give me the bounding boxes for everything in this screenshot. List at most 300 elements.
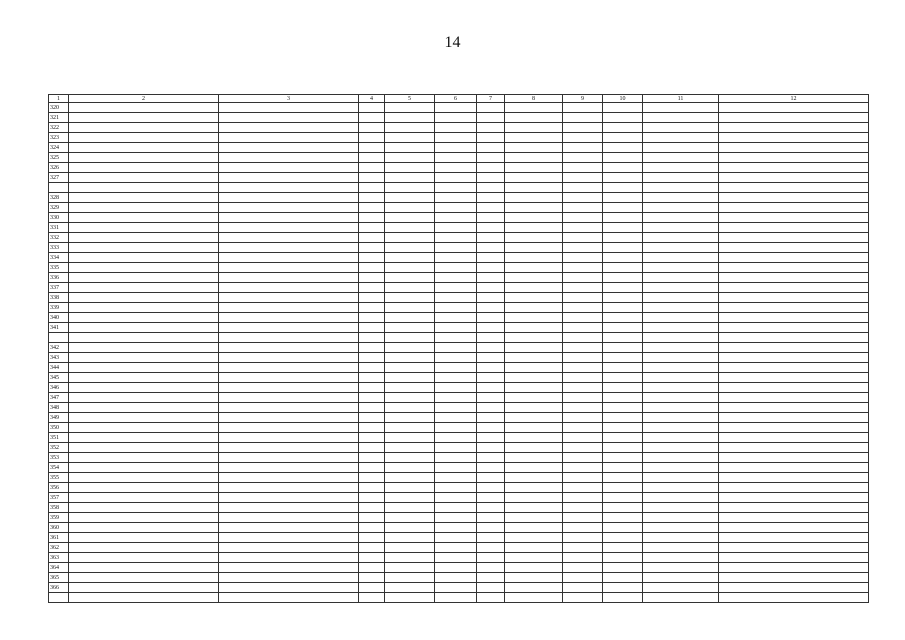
table-cell bbox=[477, 103, 505, 113]
table-cell bbox=[435, 523, 477, 533]
table-cell bbox=[385, 523, 435, 533]
table-cell bbox=[719, 383, 869, 393]
table-row bbox=[49, 463, 869, 473]
table-cell bbox=[477, 453, 505, 463]
row-number-cell: 347 bbox=[49, 393, 69, 403]
table-cell bbox=[219, 253, 359, 263]
table-cell bbox=[69, 423, 219, 433]
table-cell bbox=[643, 533, 719, 543]
table-cell bbox=[385, 233, 435, 243]
table-cell bbox=[359, 573, 385, 583]
table-cell bbox=[219, 523, 359, 533]
table-cell bbox=[719, 303, 869, 313]
table-cell bbox=[643, 493, 719, 503]
row-number-cell: 325 bbox=[49, 153, 69, 163]
table-cell bbox=[563, 153, 603, 163]
table-cell bbox=[69, 113, 219, 123]
table-cell bbox=[219, 223, 359, 233]
row-number-cell: 351 bbox=[49, 433, 69, 443]
table-cell bbox=[385, 203, 435, 213]
table-row bbox=[49, 173, 869, 183]
table-cell bbox=[563, 263, 603, 273]
table-row bbox=[49, 483, 869, 493]
row-number-cell: 354 bbox=[49, 463, 69, 473]
table-cell bbox=[435, 363, 477, 373]
table-cell bbox=[563, 413, 603, 423]
table-row bbox=[49, 313, 869, 323]
table-cell bbox=[603, 563, 643, 573]
table-cell bbox=[385, 163, 435, 173]
row-number-cell: 346 bbox=[49, 383, 69, 393]
table-cell bbox=[359, 453, 385, 463]
row-number-cell: 349 bbox=[49, 413, 69, 423]
table-cell bbox=[719, 273, 869, 283]
table-cell bbox=[643, 113, 719, 123]
table-cell bbox=[477, 443, 505, 453]
table-cell bbox=[69, 223, 219, 233]
table-cell bbox=[603, 243, 643, 253]
table-cell bbox=[643, 353, 719, 363]
table-cell bbox=[563, 323, 603, 333]
table-cell bbox=[505, 103, 563, 113]
table-cell bbox=[477, 463, 505, 473]
table-cell bbox=[563, 183, 603, 193]
table-cell bbox=[505, 223, 563, 233]
row-number-cell: 330 bbox=[49, 213, 69, 223]
table-cell bbox=[477, 473, 505, 483]
table-cell bbox=[435, 163, 477, 173]
table-cell bbox=[385, 593, 435, 603]
table-cell bbox=[359, 233, 385, 243]
table-cell bbox=[563, 303, 603, 313]
table-cell bbox=[603, 553, 643, 563]
table-cell bbox=[477, 593, 505, 603]
row-number-cell: 360 bbox=[49, 523, 69, 533]
table-cell bbox=[643, 183, 719, 193]
table-cell bbox=[359, 203, 385, 213]
table-cell bbox=[505, 403, 563, 413]
table-cell bbox=[359, 513, 385, 523]
table-cell bbox=[435, 543, 477, 553]
table-cell bbox=[477, 343, 505, 353]
table-cell bbox=[603, 173, 643, 183]
table-cell bbox=[219, 143, 359, 153]
table-cell bbox=[435, 123, 477, 133]
table-cell bbox=[69, 343, 219, 353]
row-number-cell: 359 bbox=[49, 513, 69, 523]
table-row bbox=[49, 273, 869, 283]
table-cell bbox=[505, 203, 563, 213]
table-cell bbox=[359, 213, 385, 223]
table-cell bbox=[69, 473, 219, 483]
table-cell bbox=[385, 173, 435, 183]
table-cell bbox=[219, 183, 359, 193]
table-cell bbox=[563, 433, 603, 443]
table-row bbox=[49, 443, 869, 453]
table-cell bbox=[505, 153, 563, 163]
table-cell bbox=[505, 363, 563, 373]
table-cell bbox=[69, 243, 219, 253]
table-cell bbox=[563, 213, 603, 223]
table-cell bbox=[643, 513, 719, 523]
table-cell bbox=[643, 373, 719, 383]
table-cell bbox=[505, 173, 563, 183]
table-cell bbox=[435, 393, 477, 403]
table-cell bbox=[719, 213, 869, 223]
table-cell bbox=[505, 433, 563, 443]
table-cell bbox=[359, 473, 385, 483]
table-cell bbox=[219, 593, 359, 603]
table-cell bbox=[385, 433, 435, 443]
table-cell bbox=[643, 213, 719, 223]
table-cell bbox=[603, 453, 643, 463]
table-cell bbox=[719, 203, 869, 213]
table-cell bbox=[435, 303, 477, 313]
table-cell bbox=[505, 323, 563, 333]
table-cell bbox=[359, 493, 385, 503]
table-cell bbox=[603, 403, 643, 413]
table-cell bbox=[69, 483, 219, 493]
table-cell bbox=[435, 503, 477, 513]
table-row bbox=[49, 553, 869, 563]
table-cell bbox=[477, 423, 505, 433]
table-cell bbox=[385, 553, 435, 563]
table-cell bbox=[563, 193, 603, 203]
table-cell bbox=[563, 253, 603, 263]
table-cell bbox=[719, 503, 869, 513]
table-cell bbox=[435, 553, 477, 563]
table-cell bbox=[359, 523, 385, 533]
table-cell bbox=[505, 283, 563, 293]
row-number-cell: 366 bbox=[49, 583, 69, 593]
table-cell bbox=[477, 503, 505, 513]
table-cell bbox=[563, 573, 603, 583]
table-cell bbox=[719, 343, 869, 353]
table-cell bbox=[563, 143, 603, 153]
table-cell bbox=[435, 563, 477, 573]
table-cell bbox=[219, 443, 359, 453]
table-cell bbox=[603, 183, 643, 193]
table-cell bbox=[385, 293, 435, 303]
row-number-cell: 344 bbox=[49, 363, 69, 373]
row-number-cell bbox=[49, 593, 69, 603]
table-cell bbox=[603, 513, 643, 523]
table-cell bbox=[477, 523, 505, 533]
table-cell bbox=[69, 143, 219, 153]
table-cell bbox=[643, 103, 719, 113]
table-cell bbox=[435, 263, 477, 273]
table-cell bbox=[69, 133, 219, 143]
table-cell bbox=[643, 343, 719, 353]
table-cell bbox=[359, 313, 385, 323]
table-cell bbox=[563, 493, 603, 503]
table-cell bbox=[219, 473, 359, 483]
table-cell bbox=[603, 473, 643, 483]
table-cell bbox=[359, 153, 385, 163]
table-cell bbox=[643, 333, 719, 343]
table-row bbox=[49, 153, 869, 163]
table-cell bbox=[563, 463, 603, 473]
table-cell bbox=[603, 543, 643, 553]
table-cell bbox=[69, 303, 219, 313]
table-cell bbox=[435, 533, 477, 543]
table-cell bbox=[385, 193, 435, 203]
table-cell bbox=[435, 493, 477, 503]
table-cell bbox=[359, 433, 385, 443]
table-cell bbox=[643, 143, 719, 153]
table-cell bbox=[563, 343, 603, 353]
table-cell bbox=[359, 123, 385, 133]
table-cell bbox=[643, 163, 719, 173]
table-cell bbox=[385, 363, 435, 373]
table-cell bbox=[477, 143, 505, 153]
table-cell bbox=[505, 233, 563, 243]
table-cell bbox=[719, 143, 869, 153]
table-cell bbox=[719, 403, 869, 413]
table-cell bbox=[69, 203, 219, 213]
table-cell bbox=[603, 203, 643, 213]
table-cell bbox=[603, 533, 643, 543]
table-cell bbox=[385, 223, 435, 233]
table-cell bbox=[603, 483, 643, 493]
table-row bbox=[49, 583, 869, 593]
table-row bbox=[49, 403, 869, 413]
table-row bbox=[49, 423, 869, 433]
table-cell bbox=[385, 143, 435, 153]
table-cell bbox=[435, 463, 477, 473]
table-cell bbox=[643, 433, 719, 443]
column-index-11: 11 bbox=[643, 95, 719, 103]
column-index-10: 10 bbox=[603, 95, 643, 103]
row-number-cell: 324 bbox=[49, 143, 69, 153]
table-cell bbox=[603, 293, 643, 303]
table-cell bbox=[603, 153, 643, 163]
table-cell bbox=[505, 493, 563, 503]
table-cell bbox=[359, 323, 385, 333]
table-cell bbox=[563, 163, 603, 173]
table-cell bbox=[603, 343, 643, 353]
table-cell bbox=[719, 393, 869, 403]
table-cell bbox=[719, 513, 869, 523]
table-row bbox=[49, 413, 869, 423]
table-cell bbox=[219, 403, 359, 413]
table-cell bbox=[385, 423, 435, 433]
table-cell bbox=[719, 333, 869, 343]
table-cell bbox=[435, 353, 477, 363]
table-cell bbox=[477, 303, 505, 313]
row-number-cell: 365 bbox=[49, 573, 69, 583]
table-cell bbox=[505, 123, 563, 133]
table-cell bbox=[477, 563, 505, 573]
row-number-cell: 326 bbox=[49, 163, 69, 173]
table-cell bbox=[435, 583, 477, 593]
table-cell bbox=[435, 383, 477, 393]
row-number-cell: 327 bbox=[49, 173, 69, 183]
table-cell bbox=[69, 583, 219, 593]
table-cell bbox=[219, 503, 359, 513]
table-cell bbox=[385, 573, 435, 583]
table-cell bbox=[435, 593, 477, 603]
table-cell bbox=[603, 593, 643, 603]
table-cell bbox=[435, 343, 477, 353]
table-cell bbox=[385, 333, 435, 343]
table-cell bbox=[719, 463, 869, 473]
table-cell bbox=[477, 313, 505, 323]
table-cell bbox=[643, 423, 719, 433]
row-number-cell: 333 bbox=[49, 243, 69, 253]
table-cell bbox=[385, 543, 435, 553]
table-cell bbox=[477, 333, 505, 343]
table-row bbox=[49, 513, 869, 523]
table-cell bbox=[219, 323, 359, 333]
table-cell bbox=[69, 553, 219, 563]
table-cell bbox=[435, 283, 477, 293]
table-cell bbox=[719, 373, 869, 383]
table-cell bbox=[603, 143, 643, 153]
table-cell bbox=[505, 503, 563, 513]
table-row bbox=[49, 353, 869, 363]
table-cell bbox=[385, 253, 435, 263]
table-cell bbox=[563, 373, 603, 383]
table-cell bbox=[385, 103, 435, 113]
table-cell bbox=[219, 163, 359, 173]
table-cell bbox=[477, 233, 505, 243]
table-row bbox=[49, 493, 869, 503]
table-cell bbox=[385, 303, 435, 313]
table-cell bbox=[477, 323, 505, 333]
table-cell bbox=[719, 223, 869, 233]
table-cell bbox=[435, 103, 477, 113]
table-cell bbox=[219, 553, 359, 563]
table-cell bbox=[385, 113, 435, 123]
row-number-cell: 340 bbox=[49, 313, 69, 323]
table-cell bbox=[505, 473, 563, 483]
table-cell bbox=[359, 103, 385, 113]
table-cell bbox=[505, 413, 563, 423]
table-cell bbox=[219, 313, 359, 323]
table-cell bbox=[477, 163, 505, 173]
table-cell bbox=[359, 243, 385, 253]
table-cell bbox=[69, 543, 219, 553]
table-cell bbox=[69, 573, 219, 583]
table-cell bbox=[643, 243, 719, 253]
table-cell bbox=[219, 193, 359, 203]
row-number-cell: 355 bbox=[49, 473, 69, 483]
table-cell bbox=[385, 383, 435, 393]
table-cell bbox=[359, 413, 385, 423]
table-cell bbox=[359, 183, 385, 193]
table-cell bbox=[385, 183, 435, 193]
table-cell bbox=[643, 193, 719, 203]
table-row bbox=[49, 233, 869, 243]
table-cell bbox=[219, 383, 359, 393]
table-cell bbox=[69, 533, 219, 543]
table-cell bbox=[563, 173, 603, 183]
table-cell bbox=[505, 253, 563, 263]
table-cell bbox=[435, 153, 477, 163]
table-cell bbox=[505, 183, 563, 193]
table-cell bbox=[563, 423, 603, 433]
table-cell bbox=[477, 203, 505, 213]
table-row bbox=[49, 223, 869, 233]
table-cell bbox=[69, 413, 219, 423]
table-cell bbox=[435, 473, 477, 483]
table-cell bbox=[477, 383, 505, 393]
table-cell bbox=[719, 523, 869, 533]
table-cell bbox=[385, 213, 435, 223]
row-number-cell: 321 bbox=[49, 113, 69, 123]
table-cell bbox=[477, 533, 505, 543]
table-cell bbox=[219, 463, 359, 473]
table-cell bbox=[643, 293, 719, 303]
table-cell bbox=[435, 323, 477, 333]
row-number-cell bbox=[49, 183, 69, 193]
table-cell bbox=[563, 513, 603, 523]
table-cell bbox=[69, 563, 219, 573]
table-cell bbox=[563, 393, 603, 403]
table-cell bbox=[603, 463, 643, 473]
table-row bbox=[49, 143, 869, 153]
table-cell bbox=[643, 253, 719, 263]
table-cell bbox=[219, 243, 359, 253]
table-cell bbox=[435, 313, 477, 323]
row-number-cell: 342 bbox=[49, 343, 69, 353]
row-number-cell: 348 bbox=[49, 403, 69, 413]
table-cell bbox=[359, 193, 385, 203]
row-number-cell: 329 bbox=[49, 203, 69, 213]
table-cell bbox=[435, 403, 477, 413]
table-cell bbox=[219, 363, 359, 373]
table-row bbox=[49, 433, 869, 443]
row-number-cell: 362 bbox=[49, 543, 69, 553]
table-cell bbox=[219, 483, 359, 493]
table-cell bbox=[505, 313, 563, 323]
table-row bbox=[49, 103, 869, 113]
table-cell bbox=[563, 453, 603, 463]
row-number-cell: 345 bbox=[49, 373, 69, 383]
register-table-wrapper bbox=[48, 94, 868, 603]
row-number-cell: 323 bbox=[49, 133, 69, 143]
table-cell bbox=[385, 473, 435, 483]
table-cell bbox=[477, 223, 505, 233]
column-index-12: 12 bbox=[719, 95, 869, 103]
table-row bbox=[49, 393, 869, 403]
table-cell bbox=[505, 193, 563, 203]
table-cell bbox=[435, 133, 477, 143]
table-row bbox=[49, 453, 869, 463]
table-cell bbox=[385, 563, 435, 573]
table-cell bbox=[385, 533, 435, 543]
table-body bbox=[49, 103, 869, 603]
table-cell bbox=[435, 513, 477, 523]
table-cell bbox=[603, 213, 643, 223]
table-cell bbox=[719, 583, 869, 593]
table-cell bbox=[477, 363, 505, 373]
table-cell bbox=[719, 433, 869, 443]
table-cell bbox=[359, 403, 385, 413]
table-row bbox=[49, 213, 869, 223]
table-row bbox=[49, 163, 869, 173]
table-cell bbox=[719, 553, 869, 563]
table-cell bbox=[563, 353, 603, 363]
table-cell bbox=[603, 573, 643, 583]
table-cell bbox=[477, 243, 505, 253]
table-cell bbox=[385, 513, 435, 523]
table-cell bbox=[719, 533, 869, 543]
table-cell bbox=[643, 223, 719, 233]
table-cell bbox=[719, 113, 869, 123]
table-cell bbox=[435, 273, 477, 283]
